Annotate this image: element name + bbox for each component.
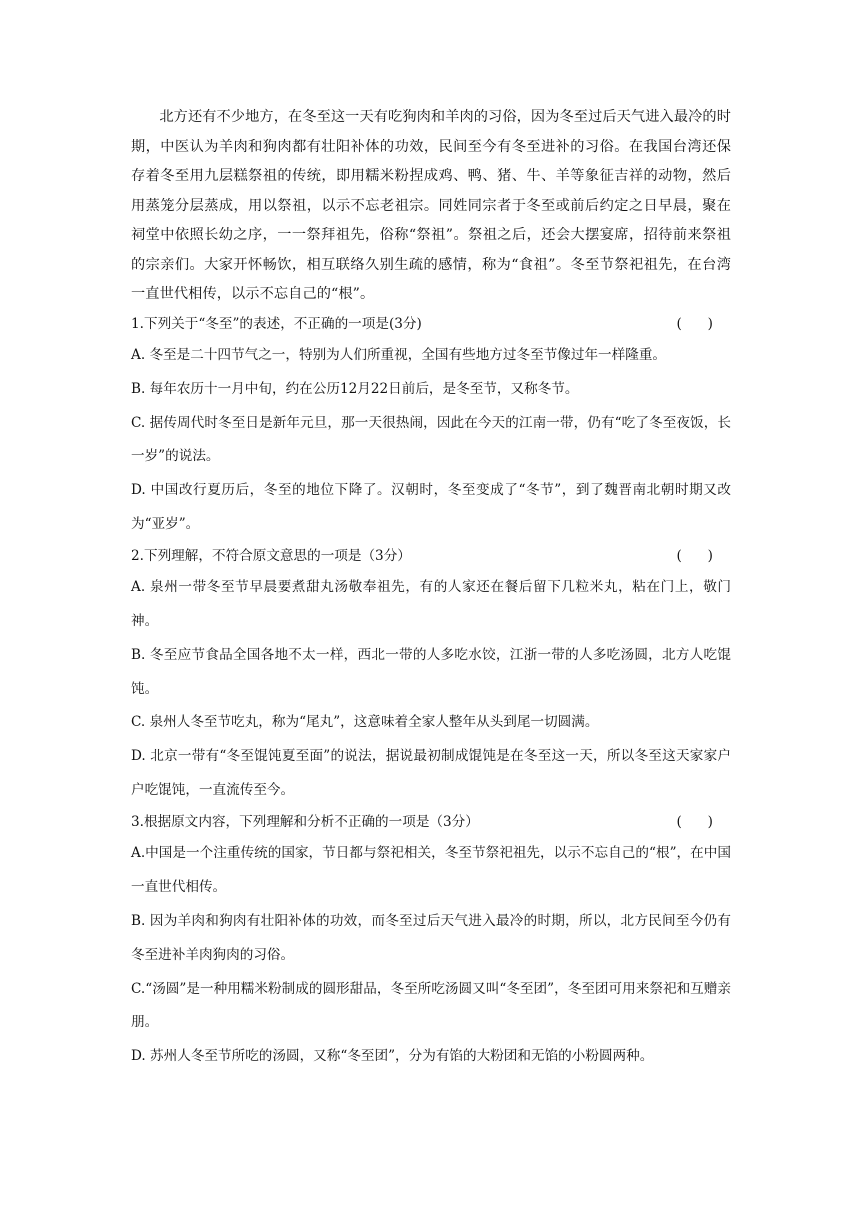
question-stem-row <box>131 808 731 838</box>
question-stem: 1.下列关于“冬至”的表述，不正确的一项是(3分) <box>131 315 422 332</box>
question-3 <box>131 808 731 1074</box>
document-page <box>131 103 731 1074</box>
answer-blank: ( ) <box>676 315 713 332</box>
answer-blank: ( ) <box>676 547 713 564</box>
option-c: C. 据传周代时冬至日是新年元旦，那一天很热闹，因此在今天的江南一带，仍有“吃了冬至夜饭，长一岁”的说法。 <box>131 414 731 465</box>
option-a: A.中国是一个注重传统的国家，节日都与祭祀相关，冬至节祭祀祖先，以示不忘自己的“根”，在中国一直世代相传。 <box>131 845 731 896</box>
question-stem-row <box>131 542 731 572</box>
question-2 <box>131 542 731 808</box>
option-b: B. 每年农历十一月中旬，约在公历12月22日前后，是冬至节，又称冬节。 <box>131 380 579 397</box>
option-b: B. 冬至应节食品全国各地不太一样，西北一带的人多吃水饺，江浙一带的人多吃汤圆，北方人吃馄饨。 <box>131 646 731 697</box>
reading-passage: 北方还有不少地方，在冬至这一天有吃狗肉和羊肉的习俗，因为冬至过后天气进入最冷的时期，中医认为羊肉和狗肉都有壮阳补体的功效，民间至今有冬至进补的习俗。在我国台湾还保存着冬至用九层糕祭祖的传统，即用糯米粉捏成鸡、鸭、猪、牛、羊等象征吉祥的动物，然后用蒸笼分层蒸成，用以祭祖，以示不忘老祖宗。同姓同宗者于冬至或前后约定之日早晨，聚在祠堂中依照长幼之序，一一祭拜祖先，俗称“祭祖”。祭祖之后，还会大摆宴席，招待前来祭祖的宗亲们。大家开怀畅饮，相互联络久别生疏的感情，称为“食祖”。冬至节祭祀祖先，在台湾一直世代相传，以示不忘自己的“根”。 <box>131 109 731 302</box>
question-1 <box>131 310 731 542</box>
question-stem-row <box>131 310 731 340</box>
option-d: D. 苏州人冬至节所吃的汤圆，又称“冬至团”，分为有馅的大粉团和无馅的小粉圆两种。 <box>131 1048 654 1065</box>
option-b: B. 因为羊肉和狗肉有壮阳补体的功效，而冬至过后天气进入最冷的时期，所以，北方民间至今仍有冬至进补羊肉狗肉的习俗。 <box>131 912 731 963</box>
option-c: C. 泉州人冬至节吃丸，称为“尾丸”，这意味着全家人整年从头到尾一切圆满。 <box>131 714 599 731</box>
option-d: D. 中国改行夏历后，冬至的地位下降了。汉朝时，冬至变成了“冬节”，到了魏晋南北朝时期又改为“亚岁”。 <box>131 482 731 532</box>
option-a: A. 冬至是二十四节气之一，特别为人们所重视，全国有些地方过冬至节像过年一样隆重。 <box>131 347 667 363</box>
option-a: A. 泉州一带冬至节早晨要煮甜丸汤敬奉祖先，有的人家还在餐后留下几粒米丸，粘在门上，敬门神。 <box>131 579 731 630</box>
question-stem: 2.下列理解，不符合原文意思的一项是（3分） <box>131 547 411 564</box>
answer-blank: ( ) <box>676 813 713 830</box>
option-d: D. 北京一带有“冬至馄饨夏至面”的说法，据说最初制成馄饨是在冬至这一天，所以冬至这天家家户户吃馄饨，一直流传至今。 <box>131 748 731 799</box>
question-stem: 3.根据原文内容，下列理解和分析不正确的一项是（3分） <box>131 813 479 830</box>
option-c: C.“汤圆”是一种用糯米粉制成的圆形甜品，冬至所吃汤圆又叫“冬至团”，冬至团可用来祭祀和互赠亲朋。 <box>131 980 731 1031</box>
